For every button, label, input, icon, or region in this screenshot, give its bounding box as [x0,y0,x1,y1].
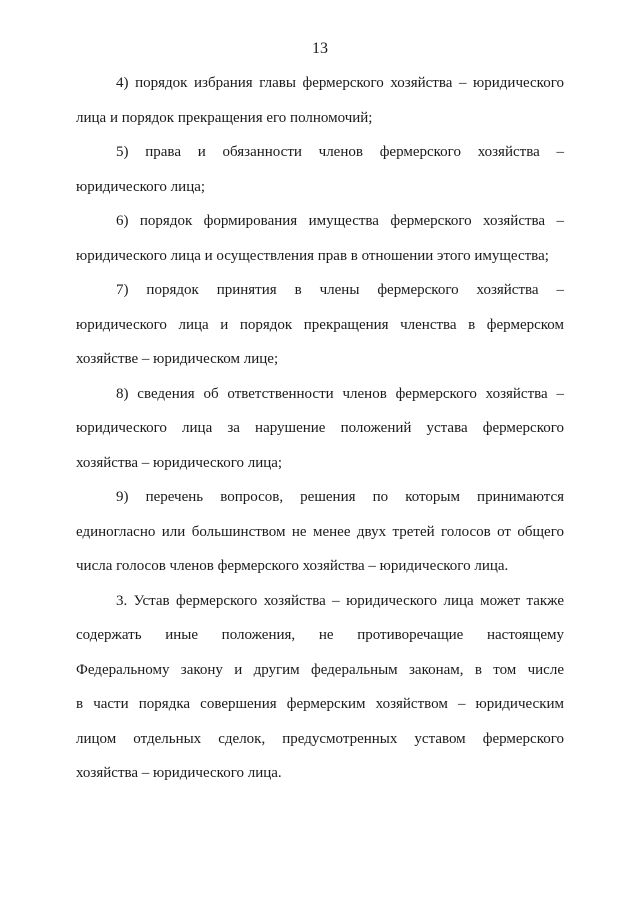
document-body [76,66,564,791]
text-line: 4) порядок избрания главы фермерского хозяйства – юридического [116,75,564,91]
list-item-8 [76,377,564,481]
text-line: лицом отдельных сделок, предусмотренных уставом фермерского [76,730,564,747]
text-line: лица и порядок прекращения его полномочий; [76,109,373,126]
text-line: числа голосов членов фермерского хозяйства – юридического лица. [76,558,509,574]
list-item-7 [76,273,564,377]
text-line: юридического лица и осуществления прав в отношении этого имущества; [76,247,549,264]
text-line: 5) права и обязанности членов фермерского хозяйства – [116,144,564,160]
list-item-6 [76,204,564,273]
text-line: 9) перечень вопросов, решения по которым принимаются [116,489,564,505]
text-line: юридического лица и порядок прекращения членства в фермерском [76,316,564,333]
text-line: 6) порядок формирования имущества фермерского хозяйства – [116,213,564,229]
text-line: 8) сведения об ответственности членов фермерского хозяйства – [116,385,564,402]
text-line: единогласно или большинством не менее двух третей голосов от общего [76,523,564,540]
page-number: 13 [312,40,328,57]
text-line: юридического лица; [76,178,206,195]
text-line: в части порядка совершения фермерским хозяйством – юридическим [76,696,564,712]
list-item-4 [76,66,564,135]
text-line: хозяйства – юридического лица; [76,454,283,471]
text-line: содержать иные положения, не противоречащие настоящему [76,627,564,643]
text-line: хозяйства – юридического лица. [76,765,282,781]
text-line: хозяйстве – юридическом лице; [76,351,279,367]
list-item-9 [76,480,564,584]
text-line: юридического лица за нарушение положений устава фермерского [76,420,564,436]
text-line: Федеральному закону и другим федеральным законам, в том числе [76,661,564,678]
text-line: 3. Устав фермерского хозяйства – юридического лица может также [116,592,564,609]
list-item-5 [76,135,564,204]
section-3-paragraph [76,584,564,791]
text-line: 7) порядок принятия в члены фермерского хозяйства – [116,282,564,298]
